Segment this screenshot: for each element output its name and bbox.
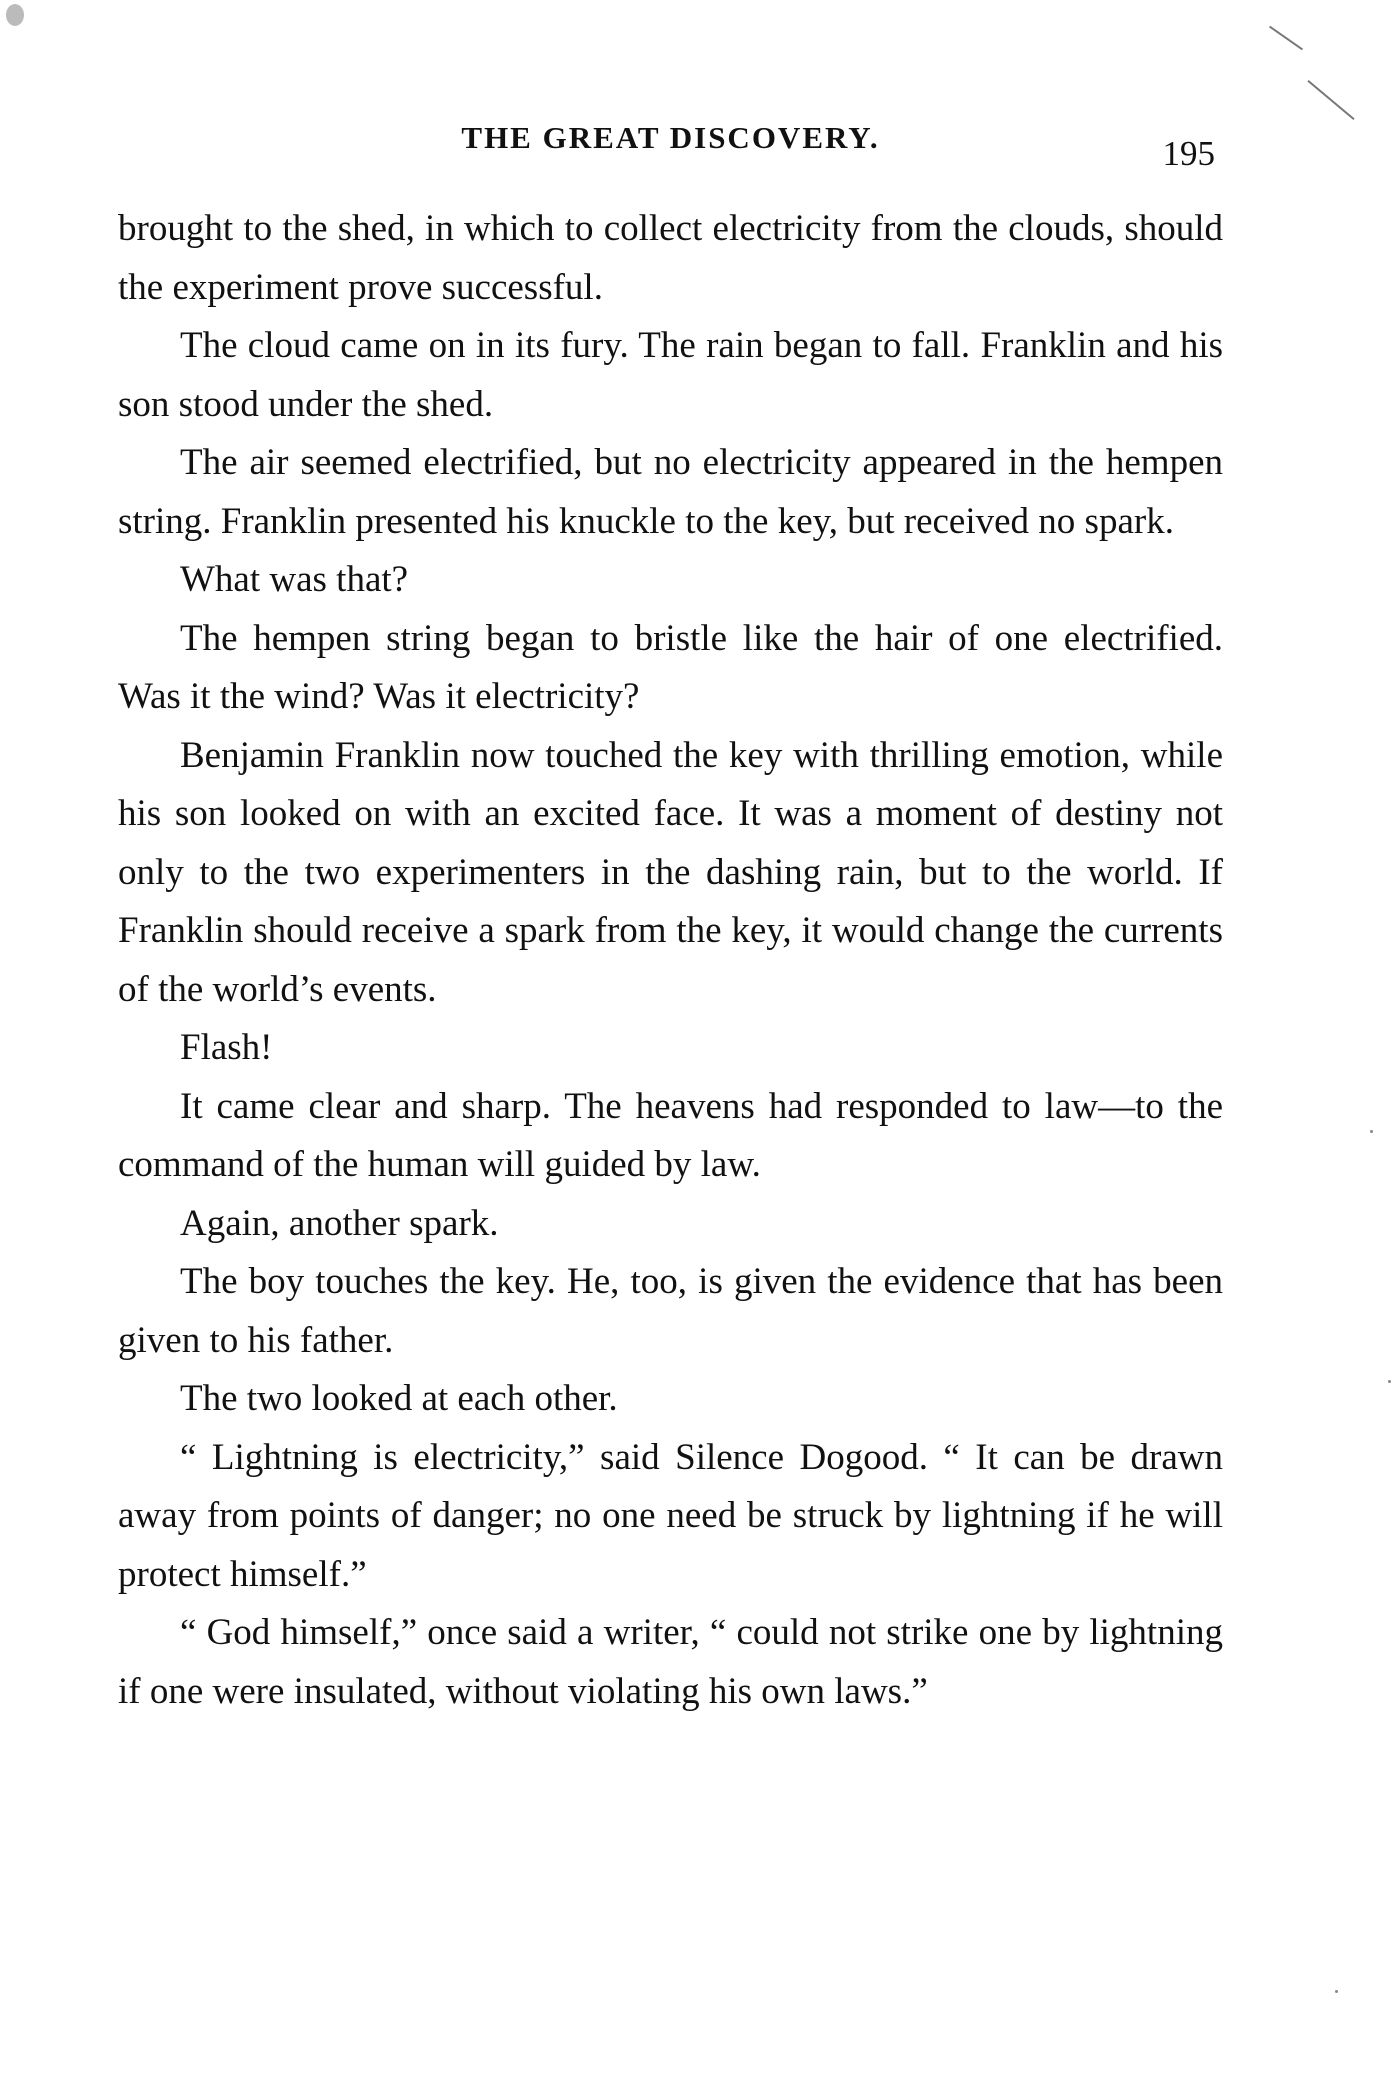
paragraph-continued: brought to the shed, in which to collect electricity from the clouds, should the experiment prove successful. [118,208,1223,308]
running-head [118,116,1223,176]
paragraph: The air seemed electrified, but no electricity appeared in the hempen string. Franklin presented his knuckle to the key, but received no spark. [118,442,1223,542]
paragraph: The boy touches the key. He, too, is given the evidence that has been given to his father. [118,1261,1223,1361]
scan-speck [1388,1380,1391,1383]
scan-speck [1370,1130,1373,1133]
page-number: 195 [1162,134,1215,173]
paragraph: Benjamin Franklin now touched the key with thrilling emotion, while his son looked on with an excited face. It was a moment of destiny not only to the two experimenters in the dashing rain, but to the world. If Franklin should receive a spark from the key, it would change the currents of the world’s events. [118,734,1223,1010]
paragraph: The hempen string began to bristle like the hair of one electrified. Was it the wind? Was it electricity? [118,617,1223,717]
paragraph: Again, another spark. [180,1202,499,1244]
scan-speck [6,4,24,26]
paragraph: The cloud came on in its fury. The rain began to fall. Franklin and his son stood under the shed. [118,325,1223,425]
scan-mark [1269,26,1303,51]
paragraph: Flash! [180,1027,273,1068]
scan-speck [1335,1990,1338,1993]
running-title: THE GREAT DISCOVERY. [461,120,880,155]
scan-mark [1307,80,1354,120]
paragraph: “ Lightning is electricity,” said Silence Dogood. “ It can be drawn away from points of danger; no one need be struck by lightning if he will protect himself.” [118,1436,1223,1595]
body-text [118,200,1223,1721]
paragraph: What was that? [180,559,409,600]
paragraph: It came clear and sharp. The heavens had responded to law—to the command of the human will guided by law. [118,1085,1223,1185]
paragraph: The two looked at each other. [180,1378,618,1419]
paragraph: “ God himself,” once said a writer, “ could not strike one by lightning if one were insulated, without violating his own laws.” [118,1612,1223,1712]
